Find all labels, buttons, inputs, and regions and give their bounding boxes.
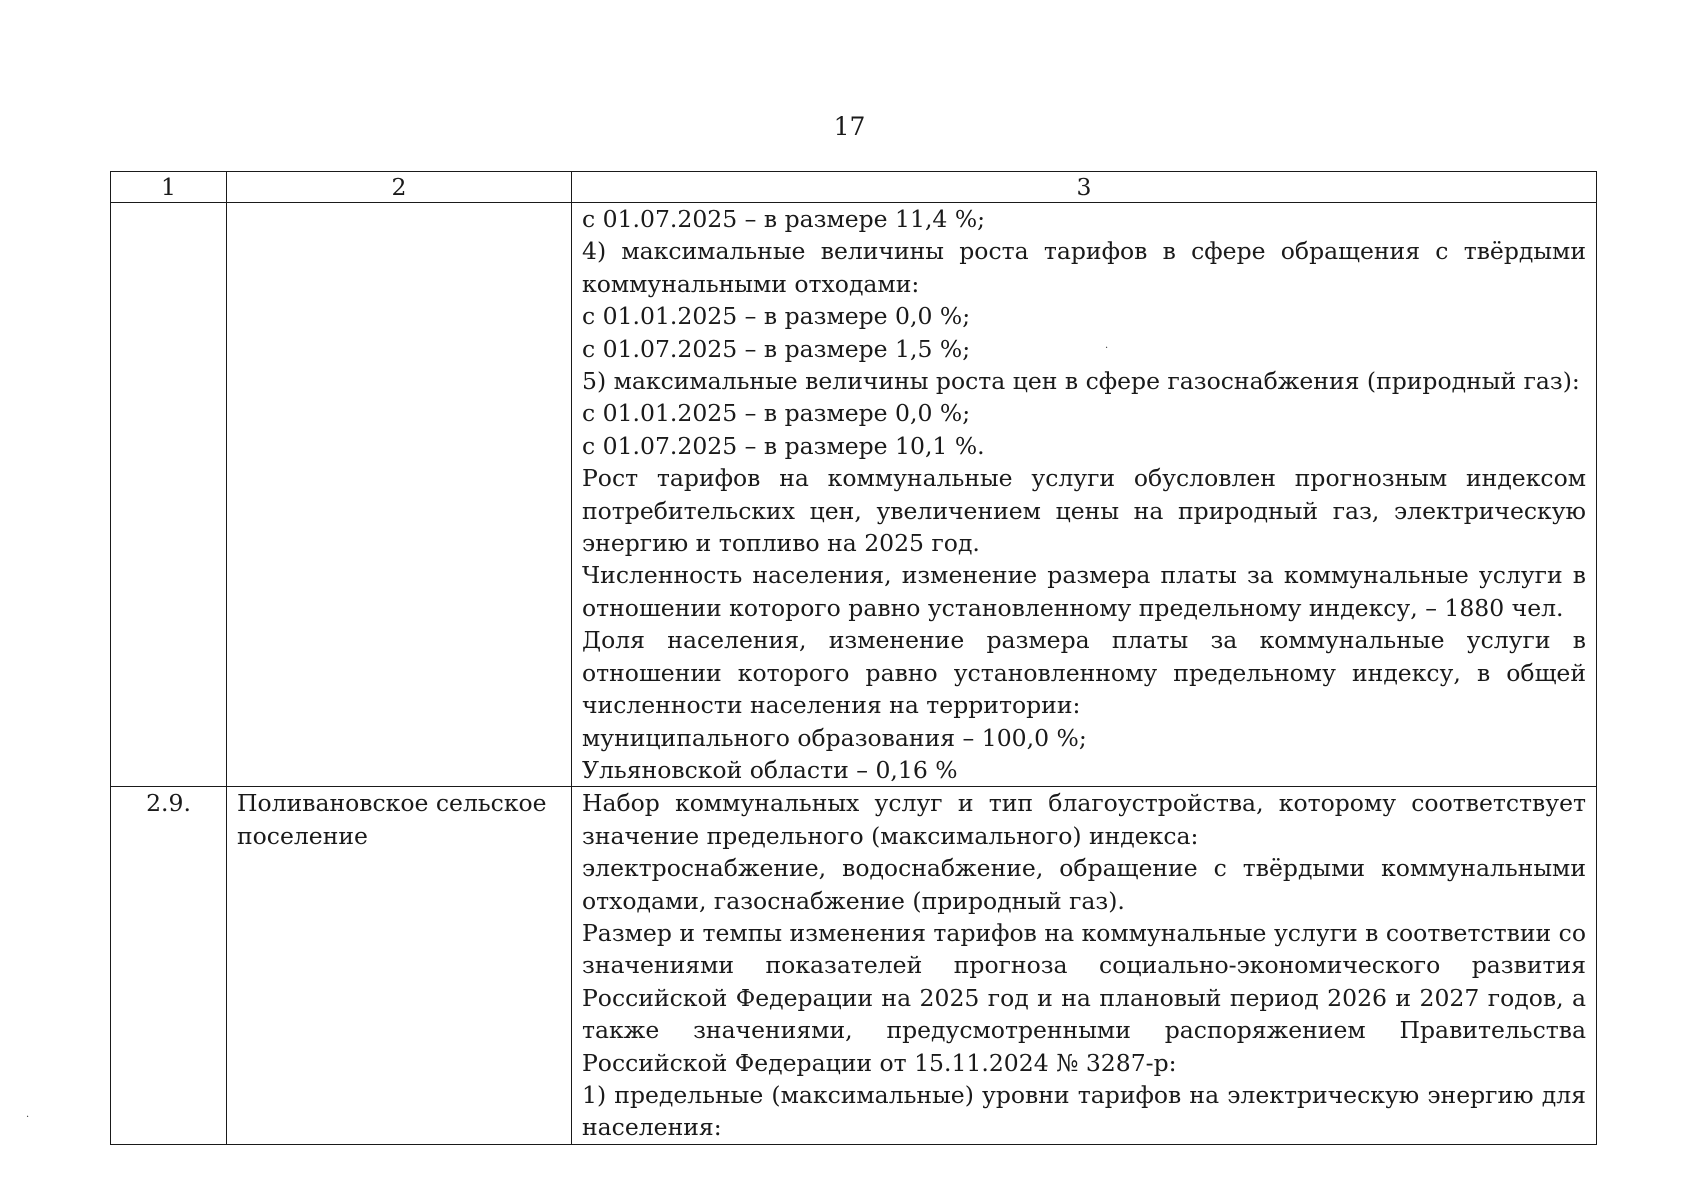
content-paragraph: Набор коммунальных услуг и тип благоустройства, которому соответствует значение предельного (максимального) индекса: bbox=[582, 789, 1586, 850]
table-row bbox=[111, 203, 1597, 787]
column-header-1: 1 bbox=[111, 172, 227, 203]
tariff-table bbox=[110, 171, 1597, 1145]
scan-speck: · bbox=[26, 1112, 30, 1123]
content-paragraph: с 01.01.2025 – в размере 0,0 %; bbox=[582, 302, 971, 331]
table-header-row bbox=[111, 172, 1597, 203]
content-paragraph: Ульяновской области – 0,16 % bbox=[582, 755, 958, 784]
content-cell bbox=[572, 787, 1597, 1144]
table-row bbox=[111, 787, 1597, 1144]
content-paragraph: Рост тарифов на коммунальные услуги обусловлен прогнозным индексом потребительских цен, увеличением цены на природный газ, электрическую энергию и топливо на 2025 год. bbox=[582, 464, 1586, 558]
content-paragraph: Численность населения, изменение размера платы за коммунальные услуги в отношении которого равно установленному предельному индексу, – 1880 чел. bbox=[582, 561, 1586, 622]
row-number-cell bbox=[111, 203, 227, 787]
content-paragraph: с 01.07.2025 – в размере 1,5 %; bbox=[582, 334, 971, 363]
scan-speck: · bbox=[1105, 343, 1109, 354]
content-paragraph: муниципального образования – 100,0 %; bbox=[582, 723, 1087, 752]
column-header-3: 3 bbox=[572, 172, 1597, 203]
row-number-cell: 2.9. bbox=[111, 787, 227, 1144]
content-paragraph: 4) максимальные величины роста тарифов в сфере обращения с твёрдыми коммунальными отходами: bbox=[582, 237, 1586, 298]
content-paragraph: с 01.07.2025 – в размере 10,1 %. bbox=[582, 431, 985, 460]
page-number: 17 bbox=[833, 112, 866, 141]
content-paragraph: 1) предельные (максимальные) уровни тарифов на электрическую энергию для населения: bbox=[582, 1080, 1586, 1142]
settlement-name-cell bbox=[227, 203, 572, 787]
content-cell bbox=[572, 203, 1597, 787]
content-paragraph: 5) максимальные величины роста цен в сфере газоснабжения (природный газ): bbox=[582, 367, 1580, 396]
content-paragraph: Размер и темпы изменения тарифов на коммунальные услуги в соответствии со значениями показателей прогноза социально-экономического развития Российской Федерации на 2025 год и на плановый период 2026 и 2027 годов, а также значениями, предусмотренными распоряжением Правительства Российской Федерации от 15.11.2024 № 3287-р: bbox=[582, 918, 1586, 1077]
content-paragraph: электроснабжение, водоснабжение, обращение с твёрдыми коммунальными отходами, газоснабжение (природный газ). bbox=[582, 854, 1586, 915]
content-paragraph: Доля населения, изменение размера платы за коммунальные услуги в отношении которого равно установленному предельному индексу, в общей численности населения на территории: bbox=[582, 626, 1586, 720]
content-paragraph: с 01.01.2025 – в размере 0,0 %; bbox=[582, 399, 971, 428]
content-paragraph: с 01.07.2025 – в размере 11,4 %; bbox=[582, 205, 986, 233]
settlement-name-cell: Поливановское сельское поселение bbox=[227, 787, 572, 1144]
column-header-2: 2 bbox=[227, 172, 572, 203]
